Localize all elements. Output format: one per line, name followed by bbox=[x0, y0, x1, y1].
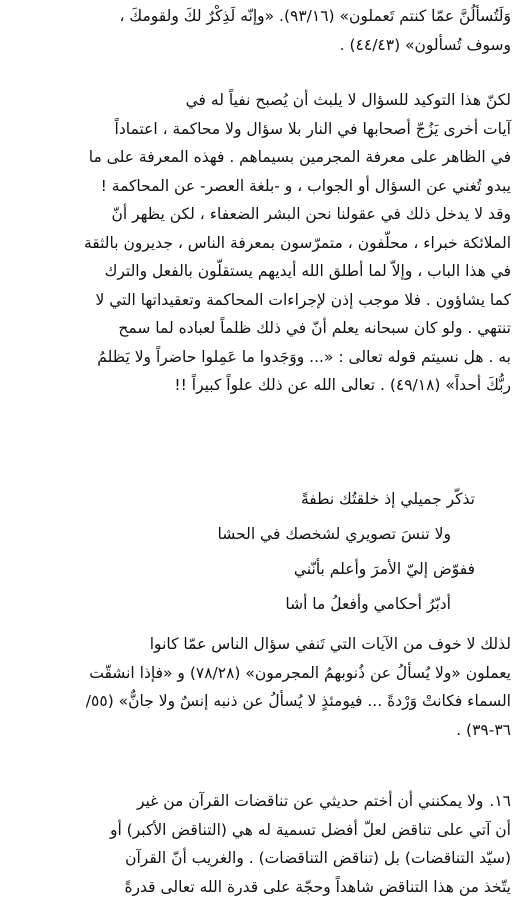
poem-verse: ففوّض إليّ الأمرَ وأعلم بأنّني bbox=[293, 560, 475, 578]
paragraph-intro-quote bbox=[18, 2, 511, 59]
text-line: ٣٦-٣٩) . bbox=[456, 720, 511, 739]
text-line: وسوف تُسألون» (٤٤/٤٣) . bbox=[339, 35, 511, 54]
poem-verses bbox=[18, 482, 511, 622]
text-line: وَلَتُسألُنَّ عمّا كنتم تَعملون» (٩٣/١٦). «وإنّه لَذِكْرٌ لكَ ولقومكَ ، bbox=[119, 7, 511, 25]
text-line: وقد لا يدخل ذلك في عقولنا نحن البشر الضعفاء ، لكن يظهر أنّ bbox=[111, 205, 511, 223]
text-line: يعملون «ولا يُسألُ عن ذُنوبهمُ المجرمون» (٧٨/٢٨) و «فإذا انشقّت bbox=[89, 663, 511, 682]
text-line: لكنّ هذا التوكيد للسؤال لا يلبث أن يُصبح نفياً له في bbox=[185, 91, 511, 109]
poem-verse: أدبّرُ أحكامي وأفعلُ ما أشا bbox=[285, 595, 451, 613]
paragraph-numbered-16 bbox=[18, 787, 511, 901]
text-line bbox=[18, 787, 511, 816]
text-line: يبدو تُغني عن السؤال أو الجواب ، و -بلغة العصر- عن المحاكمة ! bbox=[100, 176, 511, 195]
text-line-content: ولا يمكنني أن أختم حديثي عن تناقضات القرآن من غير bbox=[136, 792, 484, 810]
poem-verse: ولا تنسَ تصويري لشخصك في الحشا bbox=[217, 525, 451, 543]
poem-verse: تذكّر جميلي إذ خلقتُك نطفةً bbox=[300, 490, 475, 508]
text-line: السماء فكانتْ وَرْدةً ... فيومئذٍ لا يُسألُ عن ذنبه إنسٌ ولا جانٌّ» (٥٥/ bbox=[85, 692, 511, 710]
text-line: تنتهي . ولو كان سبحانه يعلم أنّ في ذلك ظلماً لعباده لما سمح bbox=[118, 319, 511, 337]
text-line: الملائكة خبراء ، محلّفون ، متمرّسون بمعرفة الناس ، جديرون بالثقة bbox=[83, 233, 511, 252]
text-line: يتّخذ من هذا التناقض شاهداً وحجّة على قدرة الله تعالى قدرةً bbox=[124, 877, 511, 896]
paragraph-questioning-denial bbox=[18, 86, 511, 400]
text-line: أن آتي على تناقض لعلّ أفضل تسمية له هي (التناقض الأكبر) أو bbox=[109, 820, 511, 839]
text-line: ربُّكَ أحداً» (٤٩/١٨) . تعالى الله عن ذلك علواً كبيراً !! bbox=[174, 376, 511, 394]
text-line: في هذا الباب ، وإلاّ لما أطلق الله أيديهم يستقلّون بالفعل والترك bbox=[104, 262, 511, 280]
paragraph-no-fear bbox=[18, 630, 511, 744]
text-line: لذلك لا خوف من الآيات التي تَنفي سؤال الناس عمّا كانوا bbox=[149, 635, 511, 653]
text-line: به . هل نسيتم قوله تعالى : «... ووَجَدوا ما عَمِلوا حاضراً ولا يَظلمُ bbox=[97, 347, 511, 366]
text-line: آيات أخرى يَزُجّ أصحابها في النار بلا سؤال ولا محاكمة ، اعتماداً bbox=[114, 119, 511, 138]
text-line: في الظاهر على معرفة المجرمين بسيماهم . فهذه المعرفة على ما bbox=[88, 148, 511, 166]
text-line: (سيّد التناقضات) بل (تناقض التناقضات) . والغريب أنّ القرآن bbox=[125, 849, 511, 867]
paragraph-number: ١٦. bbox=[489, 792, 511, 810]
text-line: كما يشاؤون . فلا موجب إذن لإجراءات المحاكمة وتعقيداتها التي لا bbox=[95, 290, 511, 309]
